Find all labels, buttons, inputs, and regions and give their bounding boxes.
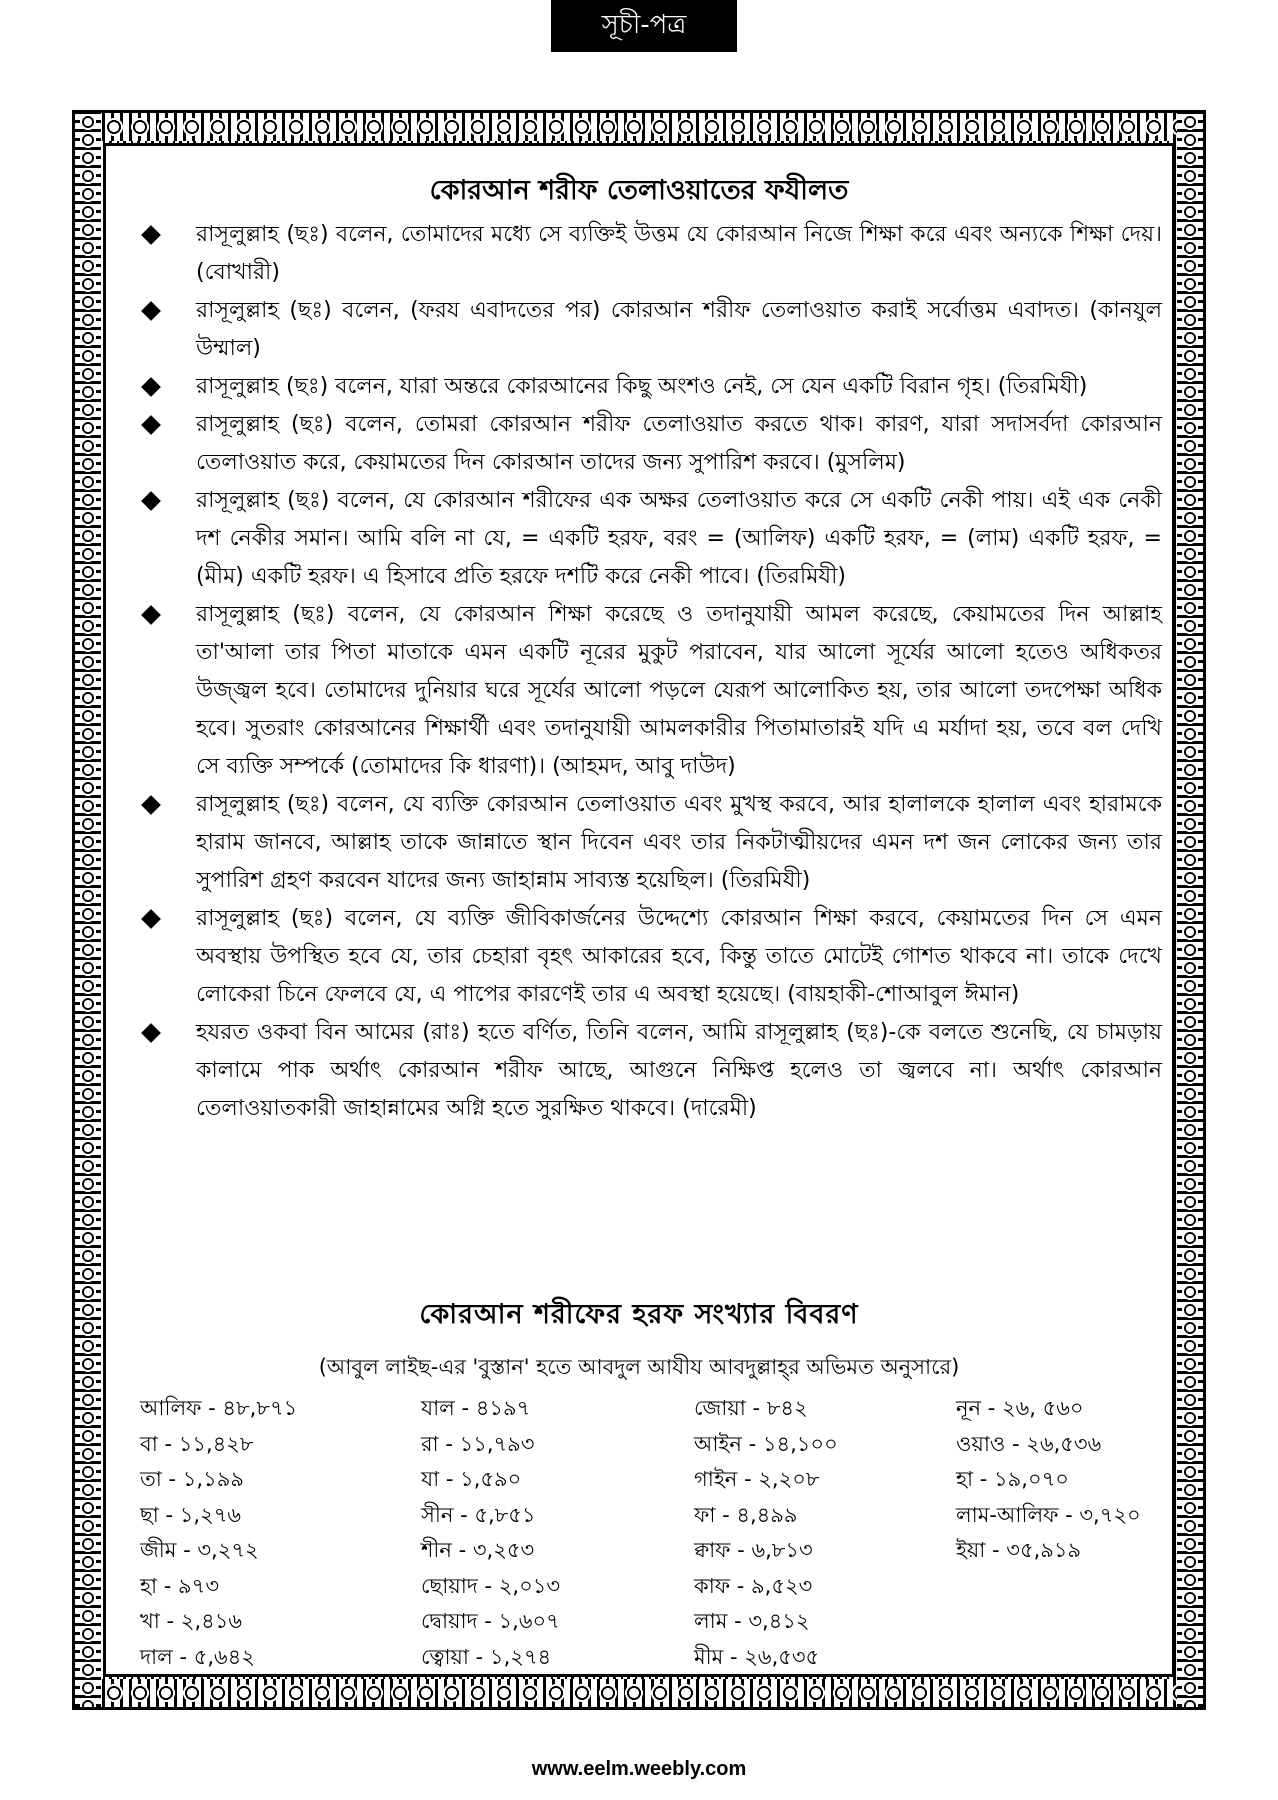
section-heading-virtues: কোরআন শরীফ তেলাওয়াতের ফযীলত — [429, 175, 849, 206]
diamond-bullet-icon — [141, 605, 161, 625]
diamond-bullet-icon — [141, 377, 161, 397]
hadith-item — [116, 900, 1162, 1014]
letter-count-cell: ওয়াও - ২৬,৫৩৬ — [956, 1431, 1102, 1456]
hadith-item — [116, 482, 1162, 596]
frame-border-top — [75, 113, 1203, 141]
letter-count-table — [140, 1391, 1152, 1675]
letter-count-cell: জীম - ৩,২৭২ — [140, 1538, 259, 1562]
letter-count-cell: হা - ১৯,০৭০ — [956, 1467, 1069, 1491]
diamond-bullet-icon — [141, 415, 161, 435]
hadith-text: রাসূলুল্লাহ (ছঃ) বলেন, যে ব্যক্তি কোরআন তেলাওয়াত এবং মুখস্থ করবে, আর হালালকে হালাল এবং হারামকে হারাম জানবে, আল্লাহ তাকে জান্নাতে স্থান দিবেন এবং তার নিকটাত্মীয়দের এমন দশ জন লোকের জন্য তার সুপারিশ গ্রহণ করবেন যাদের জন্য জাহান্নাম সাব্যস্ত হয়েছিল। (তিরমিযী) — [196, 792, 1162, 893]
hadith-text: রাসূলুল্লাহ (ছঃ) বলেন, তোমরা কোরআন শরীফ তেলাওয়াত করতে থাক। কারণ, যারা সদাসর্বদা কোরআন তেলাওয়াত করে, কেয়ামতের দিন কোরআন তাদের জন্য সুপারিশ করবে। (মুসলিম) — [196, 412, 1162, 475]
page-title: সূচী-পত্র — [601, 10, 687, 40]
diamond-bullet-icon — [141, 491, 161, 511]
letter-count-cell: রা - ১১,৭৯৩ — [421, 1431, 535, 1456]
hadith-item — [116, 1014, 1162, 1128]
letter-count-cell — [956, 1604, 1152, 1640]
section-heading-letter-count: কোরআন শরীফের হরফ সংখ্যার বিবরণ — [419, 1299, 859, 1330]
diamond-bullet-icon — [141, 795, 161, 815]
hadith-text: রাসূলুল্লাহ (ছঃ) বলেন, তোমাদের মধ্যে সে ব্যক্তিই উত্তম যে কোরআন নিজে শিক্ষা করে এবং অন্যকে শিক্ষা দেয়। (বোখারী) — [196, 222, 1162, 285]
letter-count-cell: নূন - ২৬, ৫৬০ — [956, 1396, 1084, 1420]
page-title-box — [551, 0, 737, 52]
diamond-bullet-icon — [141, 301, 161, 321]
letter-count-cell: তা - ১,১৯৯ — [140, 1467, 244, 1491]
letter-count-cell: বা - ১১,৪২৮ — [140, 1431, 254, 1456]
content-area — [103, 143, 1175, 1677]
hadith-item — [116, 368, 1162, 406]
letter-count-cell: দাল - ৫,৬৪২ — [140, 1644, 255, 1669]
letter-count-cell: ইয়া - ৩৫,৯১৯ — [956, 1538, 1082, 1562]
letter-count-cell: মীম - ২৬,৫৩৫ — [694, 1644, 820, 1669]
letter-count-cell: যাল - ৪১৯৭ — [421, 1396, 531, 1420]
hadith-item — [116, 292, 1162, 368]
letter-count-cell: হা - ৯৭৩ — [140, 1573, 219, 1598]
hadith-item — [116, 596, 1162, 786]
letter-count-cell: ছা - ১,২৭৬ — [140, 1502, 242, 1527]
letter-count-cell: যা - ১,৫৯০ — [421, 1467, 522, 1491]
hadith-item — [116, 786, 1162, 900]
letter-count-cell: জোয়া - ৮৪২ — [694, 1396, 808, 1420]
hadith-text: রাসূলুল্লাহ (ছঃ) বলেন, (ফরয এবাদতের পর) কোরআন শরীফ তেলাওয়াত করাই সর্বোত্তম এবাদত। (কানযুল উম্মাল) — [196, 298, 1162, 361]
diamond-bullet-icon — [141, 909, 161, 929]
letter-count-cell — [956, 1640, 1152, 1676]
letter-count-cell: ছোয়াদ - ২,০১৩ — [421, 1573, 561, 1598]
letter-count-cell: ক্বাফ - ৬,৮১৩ — [694, 1538, 813, 1562]
ornamental-frame — [72, 110, 1206, 1710]
letter-count-cell: ফা - ৪,৪৯৯ — [694, 1502, 798, 1527]
frame-border-bottom — [75, 1679, 1203, 1707]
letter-count-cell: ত্বোয়া - ১,২৭৪ — [421, 1644, 552, 1669]
letter-count-cell: গাইন - ২,২০৮ — [694, 1467, 820, 1491]
hadith-item — [116, 406, 1162, 482]
hadith-text: রাসূলুল্লাহ (ছঃ) বলেন, যারা অন্তরে কোরআনের কিছু অংশও নেই, সে যেন একটি বিরান গৃহ। (তিরমিযী) — [196, 374, 1088, 399]
hadith-text: হযরত ওকবা বিন আমের (রাঃ) হতে বর্ণিত, তিনি বলেন, আমি রাসূলুল্লাহ (ছঃ)-কে বলতে শুনেছি, যে চামড়ায় কালামে পাক অর্থাৎ কোরআন শরীফ আছে, আগুনে নিক্ষিপ্ত হলেও তা জ্বলবে না। অর্থাৎ কোরআন তেলাওয়াতকারী জাহান্নামের অগ্নি হতে সুরক্ষিত থাকবে। (দারেমী) — [196, 1020, 1162, 1121]
letter-count-cell: আলিফ - ৪৮,৮৭১ — [140, 1396, 298, 1420]
hadith-text: রাসূলুল্লাহ (ছঃ) বলেন, যে কোরআন শিক্ষা করেছে ও তদানুযায়ী আমল করেছে, কেয়ামতের দিন আল্লাহ তা'আলা তার পিতা মাতাকে এমন একটি নূরের মুকুট পরাবেন, যার আলো সূর্যের আলো হতেও অধিকতর উজ্জ্বল হবে। তোমাদের দুনিয়ার ঘরে সূর্যের আলো পড়লে যেরূপ আলোকিত হয়, তার আলো তদপেক্ষা অধিক হবে। সুতরাং কোরআনের শিক্ষার্থী এবং তদানুযায়ী আমলকারীর পিতামাতারই যদি এ মর্যাদা হয়, তবে বল দেখি সে ব্যক্তি সম্পর্কে (তোমাদের কি ধারণা)। (আহমদ, আবু দাউদ) — [196, 602, 1162, 779]
letter-count-cell: আইন - ১৪,১০০ — [694, 1431, 838, 1456]
diamond-bullet-icon — [141, 1023, 161, 1043]
hadith-list — [116, 216, 1162, 1128]
letter-count-cell: লাম - ৩,৪১২ — [694, 1609, 810, 1633]
letter-count-cell: শীন - ৩,২৫৩ — [421, 1538, 535, 1562]
letter-count-cell: সীন - ৫,৮৫১ — [421, 1502, 536, 1527]
frame-border-left — [75, 113, 101, 1707]
letter-count-cell — [956, 1569, 1152, 1605]
letter-count-cell: লাম-আলিফ - ৩,৭২০ — [956, 1502, 1141, 1527]
frame-border-right — [1177, 113, 1203, 1707]
letter-count-cell: খা - ২,৪১৬ — [140, 1609, 243, 1633]
letter-count-cell: কাফ - ৯,৫২৩ — [694, 1573, 813, 1598]
section-subtitle: (আবুল লাইছ-এর 'বুস্তান' হতে আবদুল আযীয আবদুল্লাহ্‌র অভিমত অনুসারে) — [318, 1355, 960, 1379]
letter-count-cell: দ্বোয়াদ - ১,৬০৭ — [421, 1609, 560, 1633]
hadith-text: রাসূলুল্লাহ (ছঃ) বলেন, যে ব্যক্তি জীবিকার্জনের উদ্দেশ্যে কোরআন শিক্ষা করবে, কেয়ামতের দিন সে এমন অবস্থায় উপস্থিত হবে যে, তার চেহারা বৃহৎ আকারের হবে, কিন্তু তাতে মোটেই গোশত থাকবে না। তাকে দেখে লোকেরা চিনে ফেলবে যে, এ পাপের কারণেই তার এ অবস্থা হয়েছে। (বায়হাকী-শোআবুল ঈমান) — [196, 906, 1162, 1007]
hadith-item — [116, 216, 1162, 292]
hadith-text: রাসূলুল্লাহ (ছঃ) বলেন, যে কোরআন শরীফের এক অক্ষর তেলাওয়াত করে সে একটি নেকী পায়। এই এক নেকী দশ নেকীর সমান। আমি বলি না যে, = একটি হরফ, বরং = (আলিফ) একটি হরফ, = (লাম) একটি হরফ, = (মীম) একটি হরফ। এ হিসাবে প্রতি হরফে দশটি করে নেকী পাবে। (তিরমিযী) — [196, 488, 1162, 589]
diamond-bullet-icon — [141, 225, 161, 245]
footer-url: www.eelm.weebly.com — [531, 1758, 747, 1780]
